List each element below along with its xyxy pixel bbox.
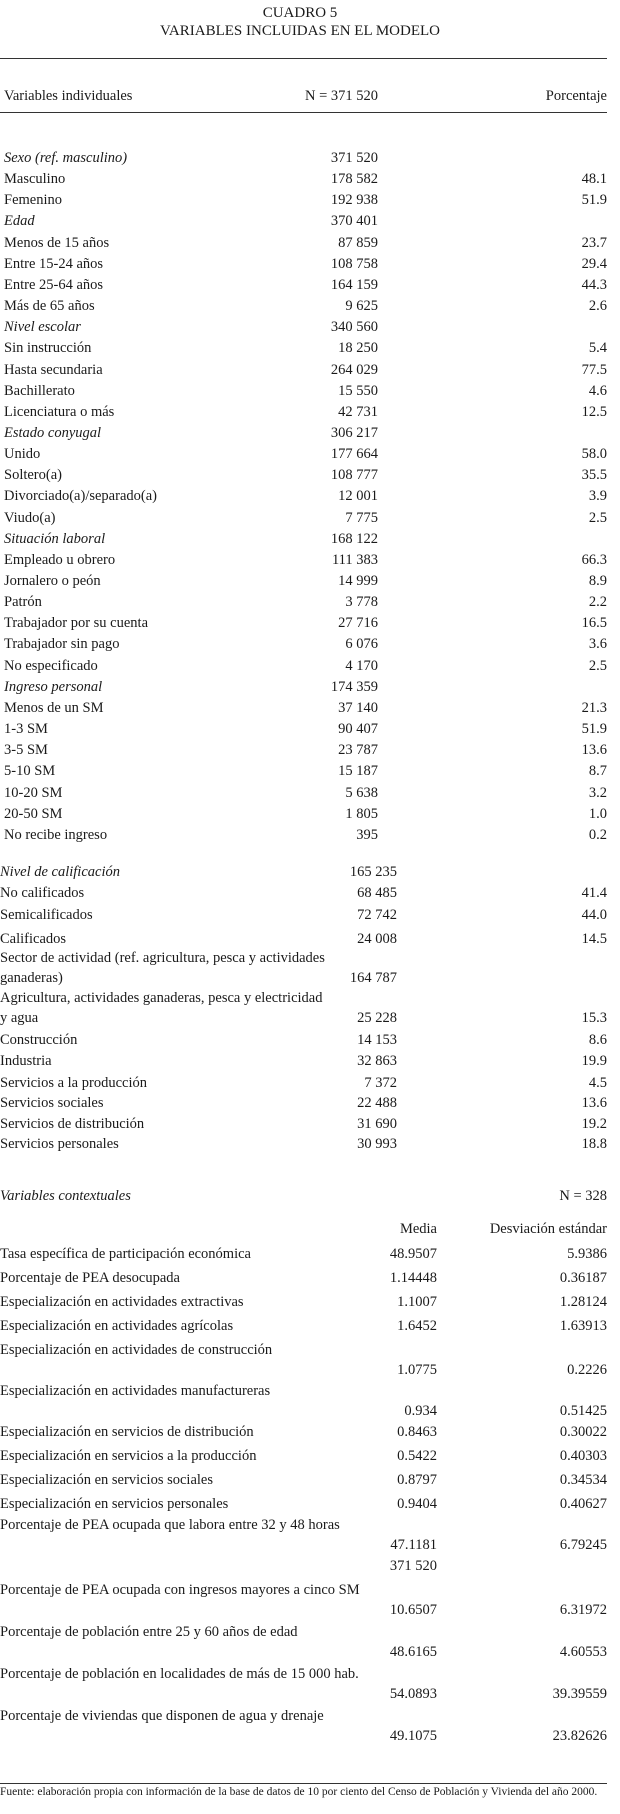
row-n: 7 775 [345, 509, 378, 526]
sector-group-n: 164 787 [349, 970, 397, 986]
table-row [0, 338, 607, 358]
row-n: 12 001 [338, 488, 378, 505]
group-row [0, 529, 607, 549]
table-row [0, 719, 607, 739]
row-n: 340 560 [330, 319, 378, 336]
row-n: 22 488 [357, 1095, 397, 1111]
row-sd: 0.40627 [559, 1496, 607, 1512]
row-n: 7 372 [364, 1075, 397, 1091]
row-n: 27 716 [338, 615, 378, 632]
row-label: Nivel de calificación [0, 864, 120, 880]
table-row [0, 740, 607, 760]
row-mean: 10.6507 [389, 1602, 437, 1618]
row-label: Bachillerato [4, 382, 75, 399]
row-n: 68 485 [357, 885, 397, 901]
row-sd: 23.82626 [552, 1728, 607, 1744]
row-label: Servicios personales [0, 1136, 119, 1152]
sector-agri-row [0, 988, 607, 1028]
row-label: Especialización en servicios sociales [0, 1472, 213, 1488]
row-n: 370 401 [330, 213, 378, 230]
table-row [0, 571, 607, 591]
table-row [0, 825, 607, 845]
table-row [0, 296, 607, 316]
row-sd: 6.31972 [559, 1602, 607, 1618]
individual-header-n: N = 371 520 [304, 88, 378, 104]
row-mean: 0.8797 [397, 1472, 437, 1488]
row-label: Entre 15-24 años [4, 255, 104, 272]
table-row [0, 1422, 607, 1442]
row-mean: 48.6165 [389, 1644, 437, 1660]
row-label: Construcción [0, 1032, 78, 1048]
row-mean: 54.0893 [389, 1686, 437, 1702]
row-label: Entre 25-64 años [4, 276, 104, 293]
row-label: Porcentaje de PEA ocupada con ingresos mayores a cinco SM [0, 1582, 360, 1598]
row-label: 1-3 SM [4, 721, 48, 738]
row-mean: 47.1181 [390, 1537, 437, 1553]
row-label: Masculino [4, 171, 66, 188]
row-label: Patrón [4, 594, 42, 611]
row-label: No calificados [0, 885, 85, 901]
row-label: Especialización en actividades de construcción [0, 1342, 273, 1358]
row-label: Servicios a la producción [0, 1075, 147, 1091]
table-row [0, 233, 607, 253]
table-row [0, 1073, 607, 1093]
row-label: Porcentaje de PEA desocupada [0, 1270, 180, 1286]
row-pct: 5.4 [588, 340, 607, 357]
row-pct: 2.6 [588, 298, 607, 315]
table-row [0, 1381, 607, 1421]
row-mean: 0.8463 [397, 1424, 437, 1440]
bottom-rule [0, 1783, 607, 1784]
row-n: 87 859 [338, 234, 378, 251]
row-pct: 4.6 [588, 382, 607, 399]
row-pct: 35.5 [581, 467, 607, 484]
row-n: 3 778 [345, 594, 378, 611]
row-n: 4 170 [345, 657, 378, 674]
row-sd: 5.9386 [567, 1246, 607, 1262]
table-row [0, 381, 607, 401]
table-row [0, 1093, 607, 1113]
table-row [0, 1340, 607, 1380]
row-label: Femenino [4, 192, 62, 209]
row-label: Menos de 15 años [4, 234, 110, 251]
row-pct: 0.2 [588, 826, 607, 843]
row-n: 111 383 [331, 551, 378, 568]
table-row [0, 1515, 607, 1555]
table-row [0, 929, 607, 949]
row-n: 15 550 [338, 382, 378, 399]
table-row [0, 1292, 607, 1312]
row-label: Unido [4, 446, 41, 463]
row-label: Sin instrucción [4, 340, 92, 357]
row-pct: 8.7 [588, 763, 607, 780]
row-sd: 1.28124 [559, 1294, 607, 1310]
row-label: Estado conyugal [4, 424, 102, 441]
row-n: 37 140 [338, 699, 378, 716]
row-n: 9 625 [345, 298, 378, 315]
row-n: 14 999 [338, 573, 378, 589]
row-label: Trabajador sin pago [4, 636, 120, 653]
row-sd: 6.79245 [559, 1537, 607, 1553]
row-sd: 4.60553 [559, 1644, 607, 1660]
table-row [0, 1446, 607, 1466]
sector-group-row [0, 948, 607, 988]
row-n: 15 187 [338, 763, 378, 780]
row-pct: 8.9 [588, 573, 607, 589]
row-n: 14 153 [357, 1032, 397, 1048]
row-sd: 0.40303 [559, 1448, 607, 1464]
contextual-header-label: Variables contextuales [0, 1188, 131, 1204]
row-pct: 1.0 [588, 805, 607, 822]
table-row [0, 254, 607, 274]
row-label: Especialización en actividades manufactureras [0, 1383, 271, 1399]
group-row [0, 677, 607, 697]
row-pct: 58.0 [581, 446, 607, 463]
row-pct: 51.9 [581, 721, 607, 738]
row-label: Porcentaje de población entre 25 y 60 años de edad [0, 1624, 298, 1640]
row-pct: 13.6 [581, 742, 607, 759]
row-pct: 77.5 [581, 361, 607, 378]
row-label: 5-10 SM [4, 763, 56, 780]
contextual-header-mean: Media [399, 1221, 437, 1237]
row-sd: 0.30022 [559, 1424, 607, 1440]
row-label: Servicios de distribución [0, 1116, 145, 1132]
table-row [0, 486, 607, 506]
row-sd: 0.36187 [559, 1270, 607, 1286]
table-row [0, 1556, 607, 1576]
row-label: Jornalero o peón [4, 573, 101, 589]
row-label: Nivel escolar [4, 319, 81, 336]
table-caption-number: CUADRO 5 [262, 5, 338, 21]
row-label: Industria [0, 1053, 52, 1069]
row-pct: 21.3 [581, 699, 607, 716]
row-label: Servicios sociales [0, 1095, 104, 1111]
table-row [0, 783, 607, 803]
row-pct: 19.9 [581, 1053, 607, 1069]
row-pct: 41.4 [581, 885, 607, 901]
row-pct: 3.2 [588, 784, 607, 801]
row-sd: 39.39559 [552, 1686, 607, 1702]
header-rule [0, 112, 607, 113]
row-sd: 0.2226 [567, 1362, 607, 1378]
table-row [0, 1244, 607, 1264]
row-n: 174 359 [330, 678, 378, 695]
row-mean: 48.9507 [389, 1246, 437, 1262]
row-label: Trabajador por su cuenta [4, 615, 149, 632]
row-mean: 371 520 [389, 1558, 437, 1574]
table-row [0, 360, 607, 380]
sector-agri-pct: 15.3 [581, 1010, 607, 1026]
row-pct: 19.2 [581, 1116, 607, 1132]
row-mean: 1.14448 [389, 1270, 437, 1286]
row-n: 23 787 [338, 742, 378, 759]
group-row [0, 423, 607, 443]
row-n: 192 938 [330, 192, 378, 209]
table-row [0, 883, 607, 903]
table-row [0, 905, 607, 925]
table-row [0, 656, 607, 676]
row-mean: 0.934 [404, 1403, 437, 1419]
row-mean: 49.1075 [389, 1728, 437, 1744]
row-label: Porcentaje de viviendas que disponen de agua y drenaje [0, 1708, 324, 1724]
row-pct: 3.9 [588, 488, 607, 505]
table-row [0, 1470, 607, 1490]
row-label: Soltero(a) [4, 467, 62, 484]
row-n: 371 520 [330, 150, 378, 166]
row-pct: 2.5 [588, 509, 607, 526]
contextual-header-n: N = 328 [559, 1188, 607, 1204]
row-label: Porcentaje de población en localidades de más de 15 000 hab. [0, 1666, 359, 1682]
table-row [0, 613, 607, 633]
row-n: 108 777 [330, 467, 378, 484]
row-pct: 2.2 [588, 594, 607, 611]
group-row [0, 862, 607, 882]
row-n: 42 731 [338, 403, 378, 420]
row-pct: 44.3 [581, 276, 607, 293]
row-mean: 1.6452 [397, 1318, 437, 1334]
sector-agri-label: Agricultura, actividades ganaderas, pesca y electricidad y agua [0, 990, 323, 1026]
row-n: 30 993 [357, 1136, 397, 1152]
individual-header-label: Variables individuales [4, 88, 133, 104]
row-pct: 16.5 [581, 615, 607, 632]
row-n: 178 582 [330, 171, 378, 188]
row-label: 20-50 SM [4, 805, 63, 822]
table-row [0, 1316, 607, 1336]
row-label: Semicalificados [0, 907, 93, 923]
table-row [0, 592, 607, 612]
row-n: 395 [356, 826, 378, 843]
contextual-header-sd: Desviación estándar [489, 1221, 607, 1237]
row-label: Especialización en servicios personales [0, 1496, 229, 1512]
row-pct: 18.8 [581, 1136, 607, 1152]
table-row [0, 698, 607, 718]
row-label: Especialización en servicios a la producción [0, 1448, 257, 1464]
table-row [0, 275, 607, 295]
row-label: Licenciatura o más [4, 403, 115, 420]
row-n: 264 029 [330, 361, 378, 378]
table-row [0, 634, 607, 654]
row-label: Viudo(a) [4, 509, 56, 526]
row-label: Empleado u obrero [4, 551, 116, 568]
row-pct: 14.5 [581, 931, 607, 947]
row-label: No recibe ingreso [4, 826, 108, 843]
row-sd: 0.51425 [559, 1403, 607, 1419]
row-mean: 0.5422 [397, 1448, 437, 1464]
row-n: 90 407 [338, 721, 378, 738]
source-footnote: Fuente: elaboración propia con información de la base de datos de 10 por ciento del Censo de Población y Vivienda del año 2000. [0, 1786, 598, 1798]
row-label: Divorciado(a)/separado(a) [4, 488, 157, 505]
table-row [0, 1051, 607, 1071]
row-pct: 8.6 [588, 1032, 607, 1048]
row-n: 306 217 [330, 424, 378, 441]
table-row [0, 1134, 607, 1154]
row-label: Especialización en actividades extractivas [0, 1294, 244, 1310]
table-row [0, 508, 607, 528]
row-label: Menos de un SM [4, 699, 104, 716]
table-row [0, 550, 607, 570]
individual-header-pct: Porcentaje [545, 88, 607, 104]
row-label: Calificados [0, 931, 67, 947]
row-label: 10-20 SM [4, 784, 63, 801]
individual-header-row [0, 86, 607, 106]
table-row [0, 804, 607, 824]
row-label: Hasta secundaria [4, 361, 103, 378]
row-pct: 12.5 [581, 403, 607, 420]
table-row [0, 1706, 607, 1746]
group-row [0, 211, 607, 231]
row-pct: 29.4 [581, 255, 607, 272]
row-sd: 1.63913 [559, 1318, 607, 1334]
row-n: 32 863 [357, 1053, 397, 1069]
row-pct: 51.9 [581, 192, 607, 209]
row-n: 18 250 [338, 340, 378, 357]
row-label: Especialización en actividades agrícolas [0, 1318, 234, 1334]
row-mean: 0.9404 [397, 1496, 437, 1512]
row-n: 108 758 [330, 255, 378, 272]
row-mean: 1.0775 [397, 1362, 437, 1378]
table-caption-title: VARIABLES INCLUIDAS EN EL MODELO [160, 23, 440, 39]
group-row [0, 148, 607, 168]
table-row [0, 190, 607, 210]
row-pct: 13.6 [581, 1095, 607, 1111]
table-row [0, 1114, 607, 1134]
row-pct: 48.1 [581, 171, 607, 188]
table-row [0, 1580, 607, 1620]
top-rule [0, 58, 607, 59]
row-pct: 3.6 [588, 636, 607, 653]
row-label: Porcentaje de PEA ocupada que labora entre 32 y 48 horas [0, 1517, 340, 1533]
row-mean: 1.1007 [397, 1294, 437, 1310]
row-label: Tasa específica de participación económica [0, 1246, 251, 1262]
sector-group-label: Sector de actividad (ref. agricultura, pesca y actividades ganaderas) [0, 950, 325, 986]
row-n: 168 122 [330, 530, 378, 547]
table-row [0, 1622, 607, 1662]
row-n: 24 008 [357, 931, 397, 947]
row-n: 31 690 [357, 1116, 397, 1132]
row-sd: 0.34534 [559, 1472, 607, 1488]
table-row [0, 465, 607, 485]
table-row [0, 444, 607, 464]
table-row [0, 1268, 607, 1288]
row-n: 1 805 [345, 805, 378, 822]
row-pct: 66.3 [581, 551, 607, 568]
row-n: 6 076 [345, 636, 378, 653]
row-n: 5 638 [345, 784, 378, 801]
row-pct: 23.7 [581, 234, 607, 251]
row-label: Especialización en servicios de distribución [0, 1424, 254, 1440]
row-label: 3-5 SM [4, 742, 48, 759]
row-label: Más de 65 años [4, 298, 95, 315]
group-row [0, 317, 607, 337]
sector-agri-n: 25 228 [357, 1010, 397, 1026]
table-row [0, 1030, 607, 1050]
table-row [0, 169, 607, 189]
row-pct: 2.5 [588, 657, 607, 674]
row-label: Sexo (ref. masculino) [4, 150, 128, 166]
table-row [0, 1664, 607, 1704]
row-n: 164 159 [330, 276, 378, 293]
row-pct: 4.5 [588, 1075, 607, 1091]
row-n: 72 742 [357, 907, 397, 923]
row-pct: 44.0 [581, 907, 607, 923]
row-label: No especificado [4, 657, 98, 674]
table-row [0, 761, 607, 781]
table-row [0, 1494, 607, 1514]
row-n: 177 664 [330, 446, 378, 463]
row-label: Edad [4, 213, 35, 230]
row-label: Ingreso personal [4, 678, 103, 695]
row-label: Situación laboral [4, 530, 106, 547]
row-n: 165 235 [349, 864, 397, 880]
table-row [0, 402, 607, 422]
